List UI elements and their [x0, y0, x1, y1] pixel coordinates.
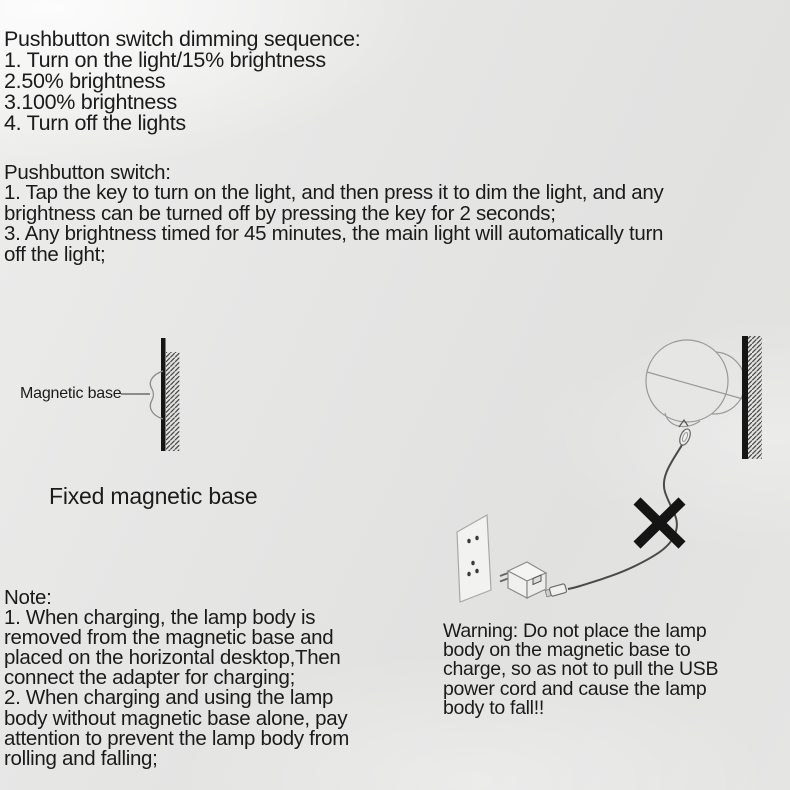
warning-line: body on the magnetic base to [443, 639, 691, 662]
note-line: connect the adapter for charging; [4, 666, 295, 690]
lamp-body [646, 340, 728, 422]
dimming-step: 1. Turn on the light/15% brightness [4, 48, 326, 72]
fixed-magnetic-base-caption: Fixed magnetic base [49, 483, 258, 509]
warning-line: Warning: Do not place the lamp [443, 620, 707, 642]
note-block [4, 588, 349, 769]
pushbutton-switch-line: brightness can be turned off by pressing the key for 2 seconds; [4, 201, 556, 225]
x-mark [637, 501, 682, 545]
note-line: 2. When charging and using the lamp [4, 686, 334, 710]
dimming-sequence-title: Pushbutton switch dimming sequence: [4, 27, 361, 51]
pushbutton-switch-block [4, 163, 663, 265]
wall-bar [161, 338, 166, 451]
warning-line: body to fall!! [443, 696, 544, 719]
dimming-sequence-block [4, 29, 360, 134]
charging-warning-diagram [430, 330, 790, 620]
warning-line: power cord and cause the lamp [443, 677, 707, 700]
pushbutton-switch-line: off the light; [4, 242, 106, 266]
pushbutton-switch-line: 3. Any brightness timed for 45 minutes, the main light will automatically turn [4, 222, 664, 246]
magnetic-base-label: Magnetic base [20, 385, 122, 402]
wall-outlet [457, 515, 491, 602]
note-line: removed from the magnetic base and [4, 626, 334, 650]
micro-usb-plug [545, 583, 567, 597]
note-line: attention to prevent the lamp body from [4, 726, 349, 750]
warning-line: charge, so as not to pull the USB [443, 658, 719, 681]
wall-hatching [166, 352, 180, 451]
note-title: Note: [4, 586, 52, 609]
dimming-step: 4. Turn off the lights [4, 111, 186, 135]
dimming-step: 3.100% brightness [4, 90, 177, 114]
wall-bar [742, 336, 748, 459]
warning-block [443, 622, 718, 718]
wall-hatching [748, 336, 762, 459]
pushbutton-switch-title: Pushbutton switch: [4, 161, 171, 184]
dimming-step: 2.50% brightness [4, 69, 166, 93]
note-line: rolling and falling; [4, 746, 158, 770]
pushbutton-switch-line: 1. Tap the key to turn on the light, and then press it to dim the light, and any [4, 181, 664, 205]
usb-plug [678, 427, 693, 446]
note-line: 1. When charging, the lamp body is [4, 606, 316, 630]
note-line: placed on the horizontal desktop,Then [4, 646, 341, 670]
note-line: body without magnetic base alone, pay [4, 706, 348, 730]
usb-adapter [500, 562, 546, 598]
